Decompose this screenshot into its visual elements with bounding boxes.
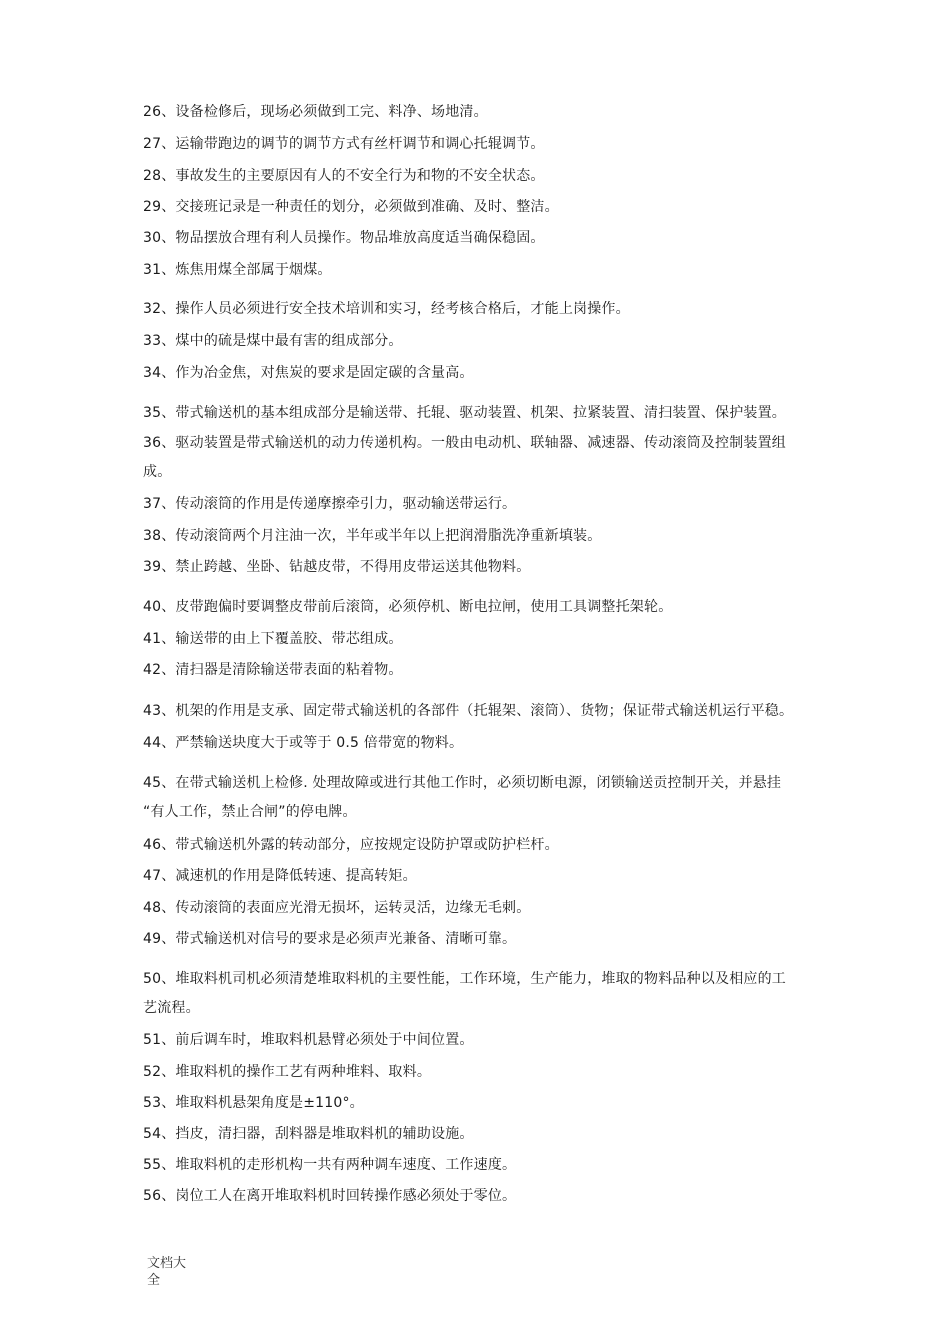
- text-line: 28、事故发生的主要原因有人的不安全行为和物的不安全状态。: [143, 168, 545, 184]
- text-line: 44、严禁输送块度大于或等于 0.5 倍带宽的物料。: [143, 735, 464, 751]
- text-line: 艺流程。: [143, 1000, 200, 1016]
- text-line: 30、物品摆放合理有利人员操作。物品堆放高度适当确保稳固。: [143, 230, 545, 246]
- text-line: 27、运输带跑边的调节的调节方式有丝杆调节和调心托辊调节。: [143, 136, 545, 152]
- page-footer: 文档大全: [147, 1256, 187, 1288]
- text-line: 54、挡皮，清扫器，刮料器是堆取料机的辅助设施。: [143, 1126, 474, 1142]
- text-line: 29、交接班记录是一种责任的划分，必须做到准确、及时、整洁。: [143, 199, 559, 215]
- text-line: 42、清扫器是清除输送带表面的粘着物。: [143, 662, 403, 678]
- text-line: 48、传动滚筒的表面应光滑无损坏，运转灵活，边缘无毛刺。: [143, 900, 531, 916]
- text-line: 41、输送带的由上下覆盖胶、带芯组成。: [143, 631, 403, 647]
- text-line: 47、减速机的作用是降低转速、提高转矩。: [143, 868, 417, 884]
- text-line: 35、带式输送机的基本组成部分是输送带、托辊、驱动装置、机架、拉紧装置、清扫装置、保护装置。: [143, 405, 787, 421]
- text-line: 55、堆取料机的走形机构一共有两种调车速度、工作速度。: [143, 1157, 517, 1173]
- text-line: 56、岗位工人在离开堆取料机时回转操作感必须处于零位。: [143, 1188, 517, 1204]
- text-line: 53、堆取料机悬架角度是±110°。: [143, 1095, 364, 1111]
- text-line: 33、煤中的硫是煤中最有害的组成部分。: [143, 333, 403, 349]
- text-line: 46、带式输送机外露的转动部分，应按规定设防护罩或防护栏杆。: [143, 837, 559, 853]
- text-line: 40、皮带跑偏时要调整皮带前后滚筒，必须停机、断电拉闸，使用工具调整托架轮。: [143, 599, 673, 615]
- text-line: 38、传动滚筒两个月注油一次，半年或半年以上把润滑脂洗净重新填装。: [143, 528, 602, 544]
- text-line: 51、前后调车时，堆取料机悬臂必须处于中间位置。: [143, 1032, 474, 1048]
- text-line: 36、驱动装置是带式输送机的动力传递机构。一般由电动机、联轴器、减速器、传动滚筒及控制装置组: [143, 435, 787, 451]
- text-line: 50、堆取料机司机必须清楚堆取料机的主要性能，工作环境，生产能力，堆取的物料品种以及相应的工: [143, 971, 787, 987]
- text-line: 43、机架的作用是支承、固定带式输送机的各部件（托辊架、滚筒）、货物；保证带式输送机运行平稳。: [143, 703, 794, 719]
- text-line: 52、堆取料机的操作工艺有两种堆料、取料。: [143, 1064, 432, 1080]
- text-line: 成。: [143, 464, 172, 480]
- text-line: “有人工作，禁止合闸”的停电牌。: [143, 804, 357, 820]
- text-line: 32、操作人员必须进行安全技术培训和实习，经考核合格后，才能上岗操作。: [143, 301, 630, 317]
- text-line: 31、炼焦用煤全部属于烟煤。: [143, 262, 332, 278]
- text-line: 39、禁止跨越、坐卧、钻越皮带，不得用皮带运送其他物料。: [143, 559, 531, 575]
- text-line: 37、传动滚筒的作用是传递摩擦牵引力，驱动输送带运行。: [143, 496, 517, 512]
- text-line: 26、设备检修后，现场必须做到工完、料净、场地清。: [143, 104, 488, 120]
- text-line: 34、作为冶金焦，对焦炭的要求是固定碳的含量高。: [143, 365, 474, 381]
- text-line: 45、在带式输送机上检修. 处理故障或进行其他工作时，必须切断电源，闭锁输送贡控制开关，并悬挂: [143, 775, 782, 791]
- text-line: 49、带式输送机对信号的要求是必须声光兼备、清晰可靠。: [143, 931, 517, 947]
